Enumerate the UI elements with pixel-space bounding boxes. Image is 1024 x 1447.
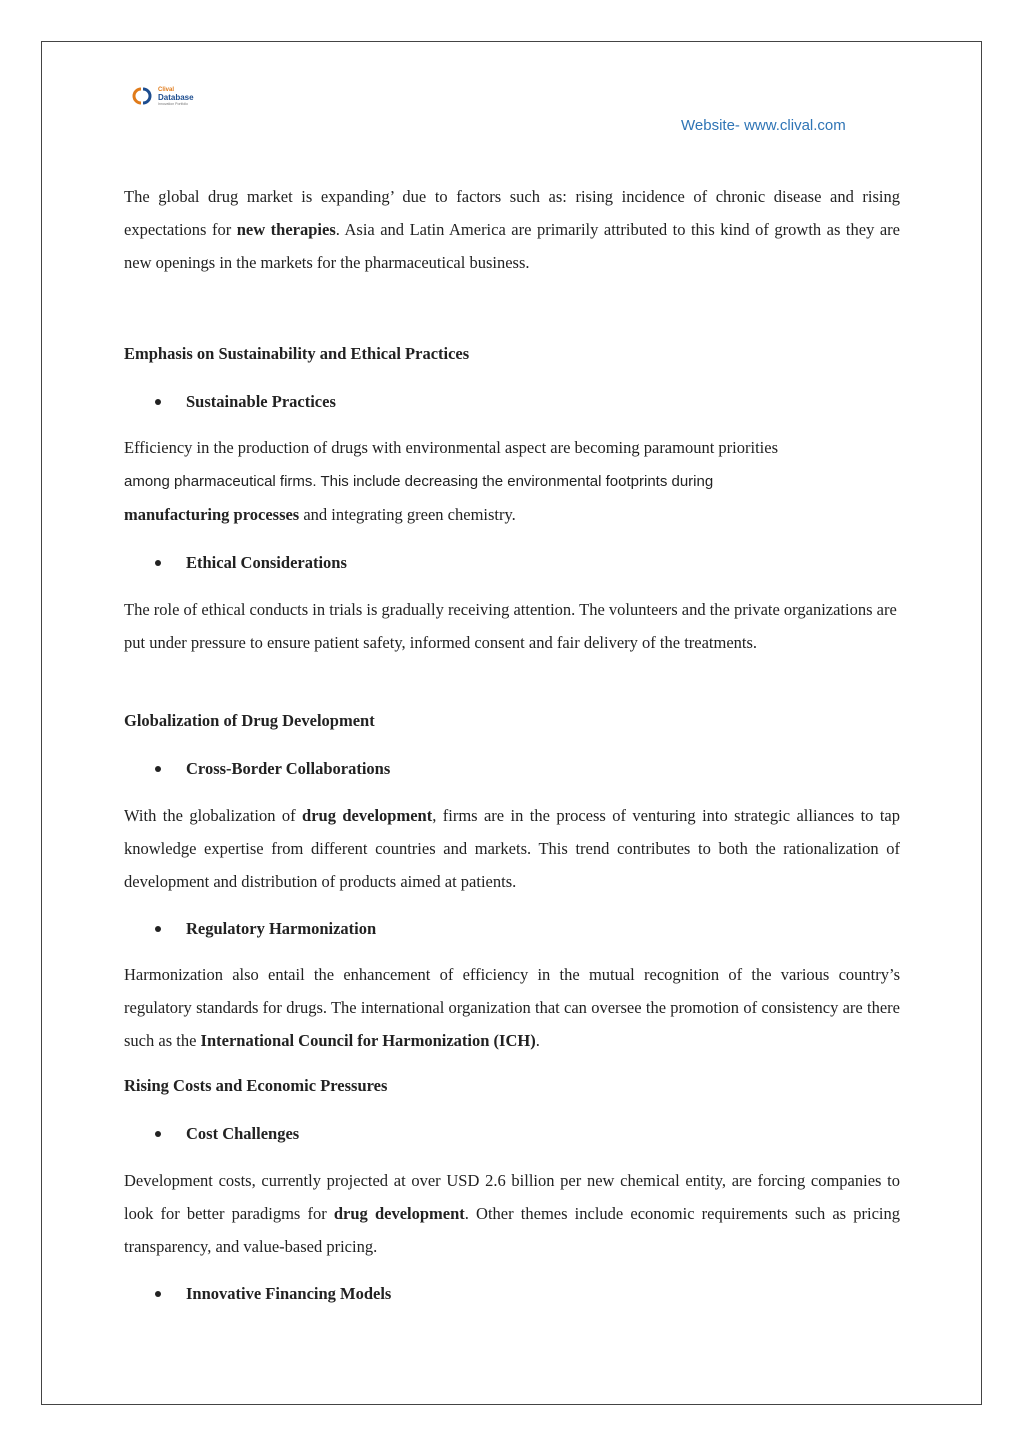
logo-mark-icon bbox=[130, 86, 156, 106]
logo-line2: Database bbox=[158, 93, 194, 102]
clival-logo bbox=[130, 86, 192, 108]
bullet-label: Regulatory Harmonization bbox=[186, 919, 377, 938]
p-text-2: , firms are in the process of venturing into strategic alliances to tap knowledge expertise from different countries and markets. This trend contributes to both the rationalization of development and distribution of products aimed at patients. bbox=[124, 806, 900, 891]
section-heading-sustainability: Emphasis on Sustainability and Ethical Practices bbox=[124, 344, 470, 363]
p-text-1: Harmonization also entail the enhancement of efficiency in the mutual recognition of the various country’s regulatory standards for drugs. The international organization that can oversee the promotion of consistency are there such as the bbox=[124, 965, 900, 1050]
bullet-label: Cost Challenges bbox=[186, 1124, 300, 1143]
bullet-dot-icon bbox=[155, 399, 161, 405]
ethical-considerations-paragraph: The role of ethical conducts in trials is gradually receiving attention. The volunteers and the private organizations are put under pressure to ensure patient safety, informed consent and fair delivery of the treatments. bbox=[124, 600, 897, 652]
p-text-1: Efficiency in the production of drugs with environmental aspect are becoming paramount priorities bbox=[124, 438, 778, 457]
bullet-label: Sustainable Practices bbox=[186, 392, 336, 411]
sustainable-practices-paragraph bbox=[124, 431, 900, 531]
bullet-dot-icon bbox=[155, 1131, 161, 1137]
intro-text-2: . Asia and Latin America are primarily attributed to this kind of growth as they are new openings in the markets for the pharmaceutical business. bbox=[124, 220, 900, 272]
p-text-1: Development costs, currently projected at over USD 2.6 billion per new chemical entity, are forcing companies to look for better paradigms for bbox=[124, 1171, 900, 1223]
p-bold-1: International Council for Harmonization (ICH) bbox=[200, 1031, 536, 1050]
bullet-dot-icon bbox=[155, 766, 161, 772]
bullet-label: Innovative Financing Models bbox=[186, 1284, 392, 1303]
p-text-1: With the globalization of bbox=[124, 806, 303, 825]
p-bold-1: manufacturing processes bbox=[124, 505, 300, 524]
cross-border-paragraph bbox=[124, 799, 900, 898]
bullet-dot-icon bbox=[155, 560, 161, 566]
logo-line3: Innovation Portfolio bbox=[158, 102, 188, 106]
section-heading-globalization: Globalization of Drug Development bbox=[124, 711, 375, 730]
p-bold-1: drug development bbox=[333, 1204, 465, 1223]
p-text-2: . bbox=[535, 1031, 540, 1050]
p-text-2: . Other themes include economic requirements such as pricing transparency, and value-based pricing. bbox=[124, 1204, 900, 1256]
section-heading-rising-costs: Rising Costs and Economic Pressures bbox=[124, 1076, 388, 1095]
bullet-label: Ethical Considerations bbox=[186, 553, 347, 572]
p-text-2: among pharmaceutical firms. This include decreasing the environmental footprints during bbox=[124, 473, 714, 490]
intro-bold-1: new therapies bbox=[236, 220, 336, 239]
bullet-label: Cross-Border Collaborations bbox=[186, 759, 391, 778]
cost-challenges-paragraph bbox=[124, 1164, 900, 1263]
intro-paragraph bbox=[124, 180, 900, 279]
intro-text-1: The global drug market is expanding’ due to factors such as: rising incidence of chronic disease and rising expectations for bbox=[124, 187, 900, 239]
regulatory-harmonization-paragraph bbox=[124, 958, 900, 1057]
bullet-dot-icon bbox=[155, 926, 161, 932]
p-text-3: and integrating green chemistry. bbox=[299, 505, 516, 524]
logo-line1: Clival bbox=[158, 87, 175, 93]
p-bold-1: drug development bbox=[302, 806, 433, 825]
website-link[interactable]: Website- www.clival.com bbox=[681, 117, 846, 134]
bullet-dot-icon bbox=[155, 1291, 161, 1297]
